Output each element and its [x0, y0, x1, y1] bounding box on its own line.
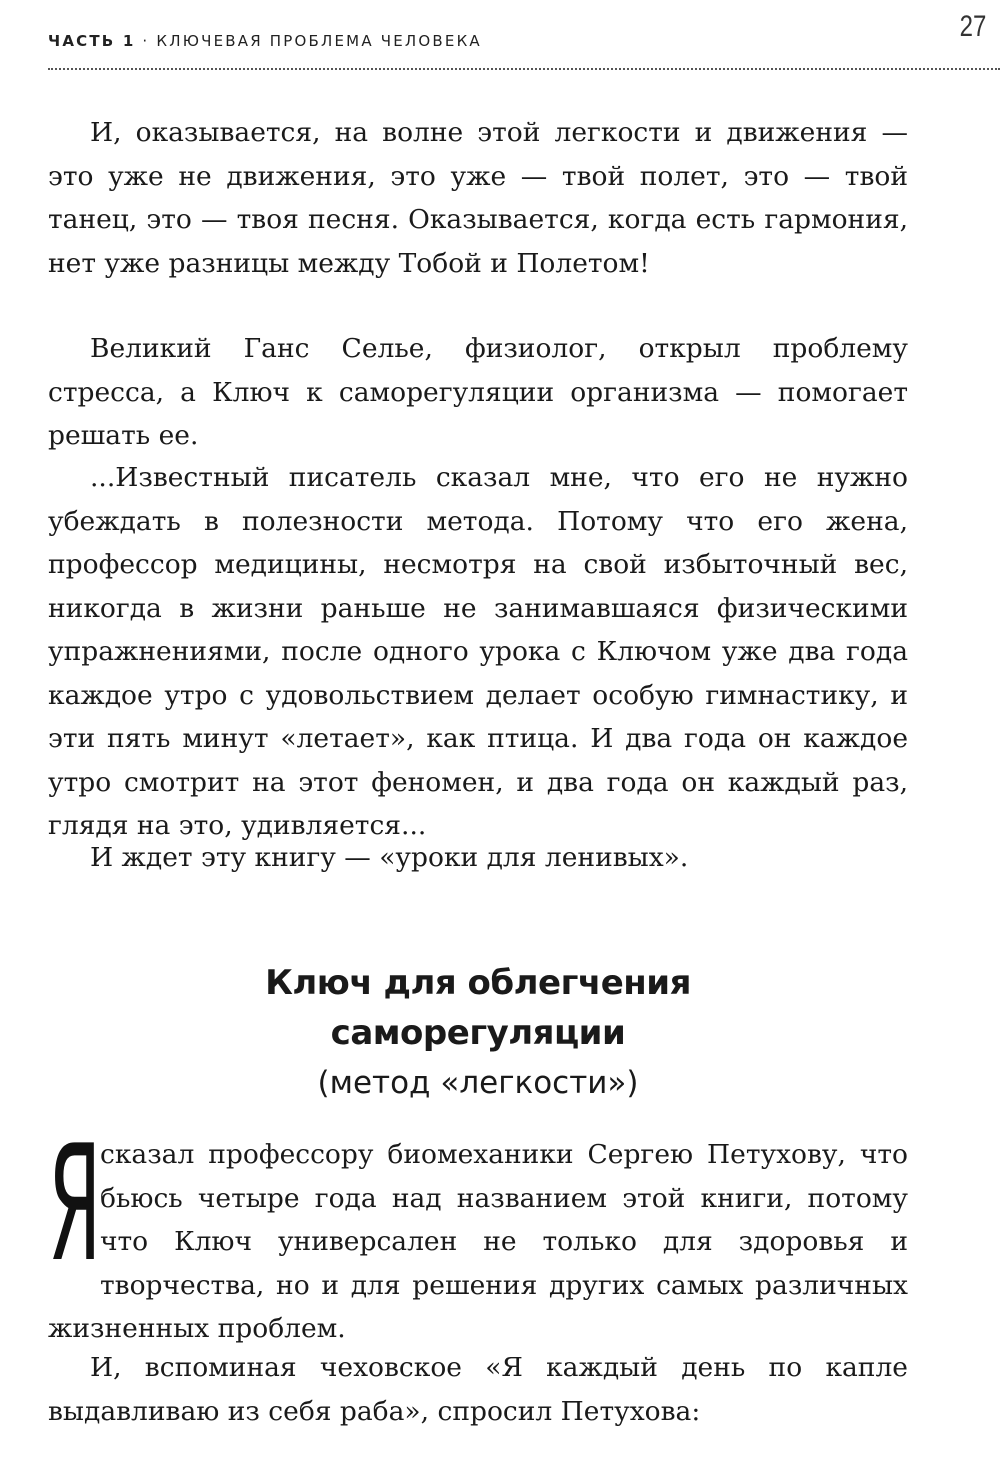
paragraph-4 — [48, 836, 908, 880]
paragraph-6-text: И, вспоминая чеховское «Я каждый день по капле выдавливаю из себя раба», спросил Петухова: — [48, 1352, 908, 1427]
section-title-line-1: Ключ для облегчения — [265, 963, 691, 1003]
paragraph-3-text: ...Известный писатель сказал мне, что его не нужно убеждать в полезности метода. Потому что его жена, профессор медицины, несмотря на свой избыточный вес, никогда в жизни раньше не занимавшаяся физическими упражнениями, после одного урока с Ключом уже два года каждое утро с удовольствием делает особую гимнастику, и эти пять минут «летает», как птица. И два года он каждое утро смотрит на этот феномен, и два года он каждый раз, глядя на это, удивляется... — [48, 462, 908, 841]
section-title-line-2: саморегуляции — [330, 1013, 626, 1053]
section-subtitle: (метод «легкости») — [317, 1065, 639, 1101]
part-label: ЧАСТЬ 1 — [48, 32, 136, 50]
paragraph-5 — [48, 1110, 908, 1351]
section-heading — [48, 958, 908, 1108]
paragraph-3 — [48, 456, 908, 848]
paragraph-6 — [48, 1346, 908, 1433]
drop-cap: Я — [48, 1110, 102, 1297]
paragraph-2 — [48, 327, 908, 458]
paragraph-2-text: Великий Ганс Селье, физиолог, открыл проблему стресса, а Ключ к саморегуляции организма — помогает решать ее. — [48, 333, 908, 451]
header-divider — [48, 68, 1000, 70]
paragraph-5-text: сказал профессору биомеханики Сергею Петухову, что бьюсь четыре года над названием этой книги, потому что Ключ универсален не только для здоровья и творчества, но и для решения других самых различных жизненных проблем. — [48, 1139, 908, 1344]
page-number: 27 — [959, 10, 986, 43]
running-head — [48, 32, 482, 50]
paragraph-1 — [48, 111, 908, 285]
paragraph-1-text: И, оказывается, на волне этой легкости и движения — это уже не движения, это уже — твой полет, это — твой танец, это — твоя песня. Оказывается, когда есть гармония, нет уже разницы между Тобой и Полетом! — [48, 117, 908, 279]
paragraph-4-text: И ждет эту книгу — «уроки для ленивых». — [90, 842, 689, 873]
chapter-title: КЛЮЧЕВАЯ ПРОБЛЕМА ЧЕЛОВЕКА — [156, 32, 482, 50]
header-separator: · — [135, 32, 157, 50]
